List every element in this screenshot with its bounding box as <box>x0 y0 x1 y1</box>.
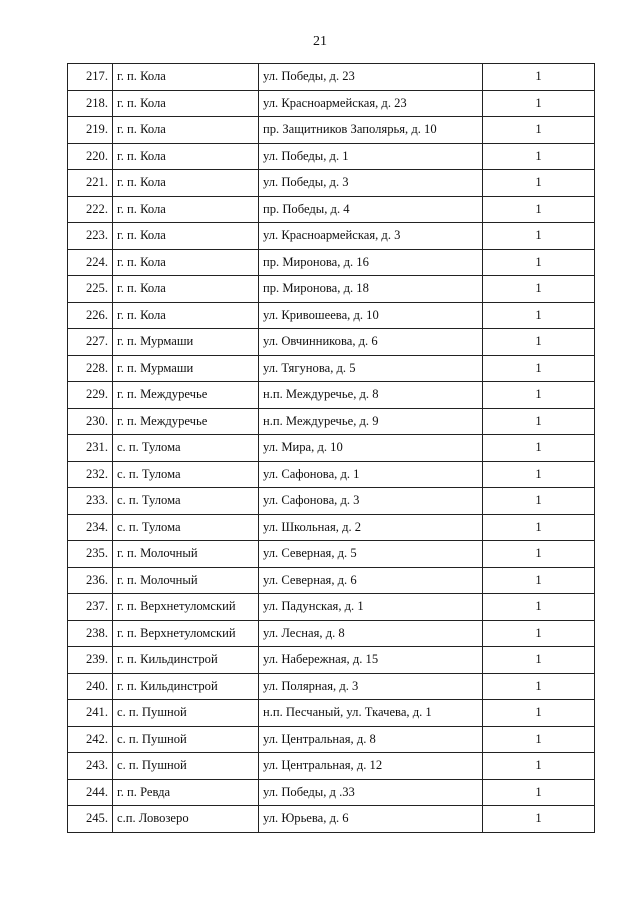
settlement-cell: с. п. Тулома <box>113 488 259 515</box>
address-table-body <box>68 64 595 833</box>
row-number: 227. <box>68 329 113 356</box>
settlement-cell: с. п. Пушной <box>113 700 259 727</box>
address-cell: ул. Набережная, д. 15 <box>259 647 483 674</box>
row-number: 228. <box>68 355 113 382</box>
row-number: 232. <box>68 461 113 488</box>
settlement-cell: г. п. Мурмаши <box>113 329 259 356</box>
settlement-cell: г. п. Ревда <box>113 779 259 806</box>
table-row <box>68 276 595 303</box>
row-number: 222. <box>68 196 113 223</box>
settlement-cell: г. п. Кола <box>113 170 259 197</box>
table-row <box>68 382 595 409</box>
row-number: 245. <box>68 806 113 833</box>
table-row <box>68 355 595 382</box>
row-number: 218. <box>68 90 113 117</box>
quantity-cell: 1 <box>483 355 595 382</box>
settlement-cell: г. п. Кильдинстрой <box>113 673 259 700</box>
quantity-cell: 1 <box>483 461 595 488</box>
address-cell: ул. Полярная, д. 3 <box>259 673 483 700</box>
address-cell: пр. Победы, д. 4 <box>259 196 483 223</box>
row-number: 219. <box>68 117 113 144</box>
row-number: 233. <box>68 488 113 515</box>
settlement-cell: г. п. Кола <box>113 196 259 223</box>
address-table <box>67 63 595 833</box>
table-row <box>68 488 595 515</box>
settlement-cell: с. п. Тулома <box>113 435 259 462</box>
quantity-cell: 1 <box>483 700 595 727</box>
row-number: 225. <box>68 276 113 303</box>
row-number: 220. <box>68 143 113 170</box>
row-number: 240. <box>68 673 113 700</box>
address-cell: ул. Школьная, д. 2 <box>259 514 483 541</box>
address-cell: ул. Победы, д .33 <box>259 779 483 806</box>
settlement-cell: с. п. Пушной <box>113 726 259 753</box>
row-number: 226. <box>68 302 113 329</box>
settlement-cell: г. п. Кола <box>113 143 259 170</box>
settlement-cell: г. п. Кола <box>113 223 259 250</box>
quantity-cell: 1 <box>483 594 595 621</box>
quantity-cell: 1 <box>483 249 595 276</box>
address-cell: ул. Мира, д. 10 <box>259 435 483 462</box>
table-row <box>68 302 595 329</box>
quantity-cell: 1 <box>483 382 595 409</box>
quantity-cell: 1 <box>483 196 595 223</box>
quantity-cell: 1 <box>483 488 595 515</box>
table-row <box>68 223 595 250</box>
settlement-cell: г. п. Молочный <box>113 567 259 594</box>
table-row <box>68 779 595 806</box>
table-row <box>68 249 595 276</box>
row-number: 242. <box>68 726 113 753</box>
quantity-cell: 1 <box>483 302 595 329</box>
address-cell: ул. Центральная, д. 12 <box>259 753 483 780</box>
quantity-cell: 1 <box>483 514 595 541</box>
row-number: 231. <box>68 435 113 462</box>
settlement-cell: г. п. Междуречье <box>113 408 259 435</box>
row-number: 224. <box>68 249 113 276</box>
quantity-cell: 1 <box>483 117 595 144</box>
quantity-cell: 1 <box>483 620 595 647</box>
settlement-cell: г. п. Верхнетуломский <box>113 594 259 621</box>
quantity-cell: 1 <box>483 753 595 780</box>
row-number: 238. <box>68 620 113 647</box>
table-row <box>68 329 595 356</box>
address-cell: ул. Овчинникова, д. 6 <box>259 329 483 356</box>
quantity-cell: 1 <box>483 64 595 91</box>
quantity-cell: 1 <box>483 541 595 568</box>
settlement-cell: г. п. Кола <box>113 64 259 91</box>
table-row <box>68 753 595 780</box>
table-row <box>68 567 595 594</box>
address-cell: ул. Тягунова, д. 5 <box>259 355 483 382</box>
settlement-cell: г. п. Кильдинстрой <box>113 647 259 674</box>
settlement-cell: г. п. Междуречье <box>113 382 259 409</box>
settlement-cell: с. п. Тулома <box>113 461 259 488</box>
table-row <box>68 196 595 223</box>
table-row <box>68 143 595 170</box>
address-cell: ул. Победы, д. 23 <box>259 64 483 91</box>
address-cell: пр. Защитников Заполярья, д. 10 <box>259 117 483 144</box>
row-number: 241. <box>68 700 113 727</box>
settlement-cell: г. п. Мурмаши <box>113 355 259 382</box>
settlement-cell: с.п. Ловозеро <box>113 806 259 833</box>
quantity-cell: 1 <box>483 435 595 462</box>
address-cell: ул. Лесная, д. 8 <box>259 620 483 647</box>
row-number: 221. <box>68 170 113 197</box>
quantity-cell: 1 <box>483 647 595 674</box>
quantity-cell: 1 <box>483 223 595 250</box>
settlement-cell: г. п. Кола <box>113 249 259 276</box>
address-cell: н.п. Песчаный, ул. Ткачева, д. 1 <box>259 700 483 727</box>
row-number: 236. <box>68 567 113 594</box>
address-cell: н.п. Междуречье, д. 9 <box>259 408 483 435</box>
quantity-cell: 1 <box>483 143 595 170</box>
row-number: 235. <box>68 541 113 568</box>
row-number: 239. <box>68 647 113 674</box>
row-number: 244. <box>68 779 113 806</box>
table-row <box>68 673 595 700</box>
table-row <box>68 90 595 117</box>
settlement-cell: с. п. Тулома <box>113 514 259 541</box>
table-row <box>68 461 595 488</box>
address-cell: ул. Центральная, д. 8 <box>259 726 483 753</box>
address-cell: ул. Красноармейская, д. 23 <box>259 90 483 117</box>
row-number: 243. <box>68 753 113 780</box>
table-row <box>68 170 595 197</box>
table-row <box>68 408 595 435</box>
address-cell: ул. Красноармейская, д. 3 <box>259 223 483 250</box>
settlement-cell: г. п. Молочный <box>113 541 259 568</box>
settlement-cell: г. п. Кола <box>113 276 259 303</box>
address-cell: ул. Победы, д. 1 <box>259 143 483 170</box>
quantity-cell: 1 <box>483 726 595 753</box>
quantity-cell: 1 <box>483 170 595 197</box>
quantity-cell: 1 <box>483 567 595 594</box>
row-number: 230. <box>68 408 113 435</box>
table-row <box>68 806 595 833</box>
row-number: 229. <box>68 382 113 409</box>
address-cell: ул. Сафонова, д. 1 <box>259 461 483 488</box>
settlement-cell: с. п. Пушной <box>113 753 259 780</box>
address-cell: пр. Миронова, д. 16 <box>259 249 483 276</box>
quantity-cell: 1 <box>483 329 595 356</box>
quantity-cell: 1 <box>483 276 595 303</box>
settlement-cell: г. п. Кола <box>113 90 259 117</box>
row-number: 223. <box>68 223 113 250</box>
settlement-cell: г. п. Верхнетуломский <box>113 620 259 647</box>
table-row <box>68 647 595 674</box>
table-row <box>68 514 595 541</box>
address-cell: н.п. Междуречье, д. 8 <box>259 382 483 409</box>
table-row <box>68 620 595 647</box>
row-number: 237. <box>68 594 113 621</box>
address-cell: пр. Миронова, д. 18 <box>259 276 483 303</box>
quantity-cell: 1 <box>483 90 595 117</box>
table-row <box>68 435 595 462</box>
quantity-cell: 1 <box>483 673 595 700</box>
address-cell: ул. Победы, д. 3 <box>259 170 483 197</box>
quantity-cell: 1 <box>483 779 595 806</box>
address-cell: ул. Юрьева, д. 6 <box>259 806 483 833</box>
settlement-cell: г. п. Кола <box>113 302 259 329</box>
address-cell: ул. Северная, д. 6 <box>259 567 483 594</box>
page-number: 21 <box>313 34 327 49</box>
table-row <box>68 700 595 727</box>
table-row <box>68 64 595 91</box>
address-cell: ул. Кривошеева, д. 10 <box>259 302 483 329</box>
table-row <box>68 594 595 621</box>
address-cell: ул. Сафонова, д. 3 <box>259 488 483 515</box>
row-number: 234. <box>68 514 113 541</box>
quantity-cell: 1 <box>483 806 595 833</box>
row-number: 217. <box>68 64 113 91</box>
table-row <box>68 117 595 144</box>
address-cell: ул. Падунская, д. 1 <box>259 594 483 621</box>
table-row <box>68 726 595 753</box>
address-cell: ул. Северная, д. 5 <box>259 541 483 568</box>
settlement-cell: г. п. Кола <box>113 117 259 144</box>
table-row <box>68 541 595 568</box>
quantity-cell: 1 <box>483 408 595 435</box>
